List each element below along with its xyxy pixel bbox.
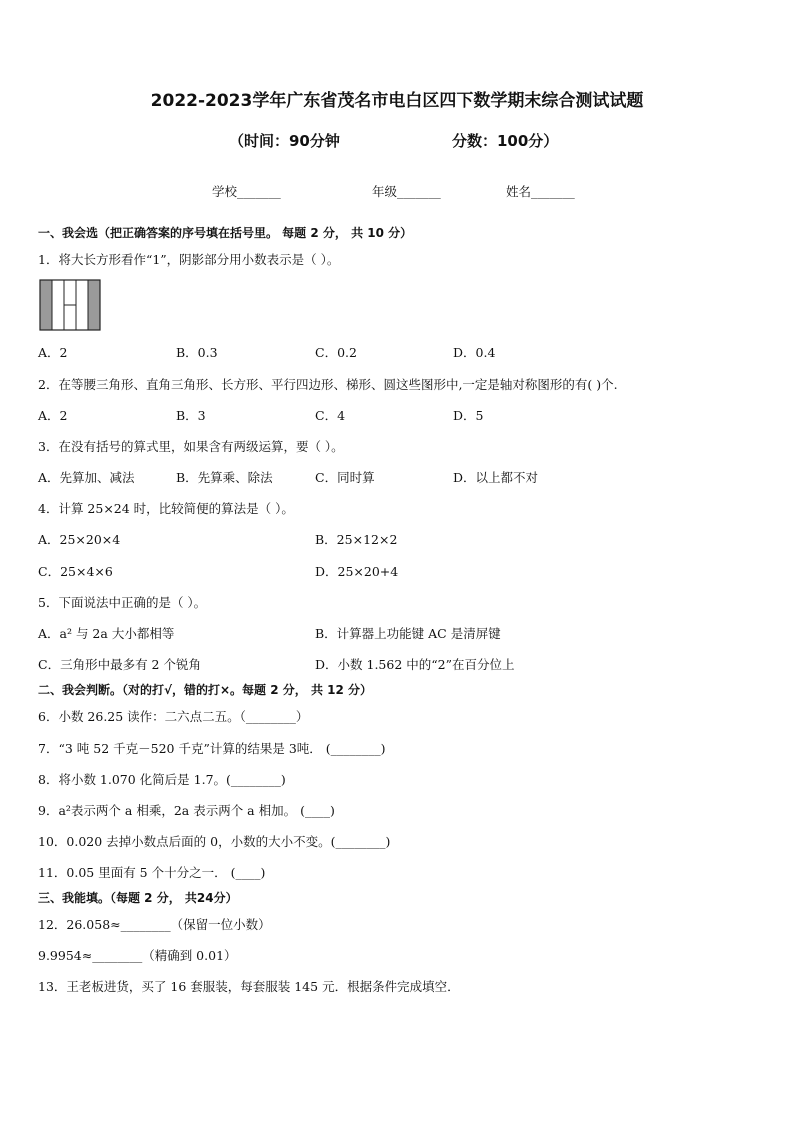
section-heading-choice: 一、我会选（把正确答案的序号填在括号里。 每题 2 分， 共 10 分） [38,226,413,240]
q2-option-d: D．5 [453,408,484,423]
q3-option-b: B．先算乘、除法 [176,470,273,485]
question-9: 9．a²表示两个 a 相乘，2a 表示两个 a 相加。 (____) [38,803,335,818]
q2-option-c: C．4 [315,408,346,423]
question-6: 6．小数 26.25 读作：二六点二五。（________） [38,709,309,724]
q1-option-a: A．2 [38,345,68,360]
shaded-column [88,280,100,330]
question-12-part-2: 9.9954≈________（精确到 0.01） [38,948,237,963]
q2-option-a: A．2 [38,408,68,423]
question-11: 11．0.05 里面有 5 个十分之一． (____) [38,865,266,880]
q3-option-c: C．同时算 [315,470,375,485]
time-label: （时间：90分钟 [229,132,340,150]
q1-option-d: D．0.4 [453,345,496,360]
exam-subtitle [0,130,794,150]
question-5: 5．下面说法中正确的是（ ）。 [38,595,207,610]
section-heading-fill: 三、我能填。（每题 2 分， 共24分） [38,891,238,905]
question-10: 10．0.020 去掉小数点后面的 0，小数的大小不变。(________) [38,834,391,849]
question-12: 12．26.058≈________（保留一位小数） [38,917,271,932]
q5-option-b: B．计算器上功能键 AC 是清屏键 [315,626,501,641]
question-4: 4．计算 25×24 时，比较简便的算法是（ ）。 [38,501,294,516]
q2-option-b: B．3 [176,408,206,423]
q5-option-d: D．小数 1.562 中的“2”在百分位上 [315,657,515,672]
school-field: 学校_______ [212,184,281,199]
question-3: 3．在没有括号的算式里，如果含有两级运算，要（ ）。 [38,439,344,454]
q3-option-a: A．先算加、减法 [38,470,135,485]
question-13: 13．王老板进货，买了 16 套服装，每套服装 145 元．根据条件完成填空． [38,979,460,994]
question-7: 7．“3 吨 52 千克－520 千克”计算的结果是 3吨． (________) [38,741,386,756]
shaded-column [40,280,52,330]
q5-option-a: A．a² 与 2a 大小都相等 [38,626,175,641]
q1-option-c: C．0.2 [315,345,357,360]
name-field: 姓名_______ [506,184,575,199]
q1-option-b: B．0.3 [176,345,218,360]
score-label: 分数：100分） [452,132,559,150]
q4-option-a: A．25×20×4 [38,532,121,547]
section-heading-judge: 二、我会判断。（对的打√，错的打×。每题 2 分， 共 12 分） [38,683,372,697]
page-title: 2022-2023学年广东省茂名市电白区四下数学期末综合测试试题 [150,91,644,111]
grade-field: 年级_______ [372,184,441,199]
q5-option-c: C．三角形中最多有 2 个锐角 [38,657,201,672]
q3-option-d: D．以上都不对 [453,470,539,485]
q4-option-d: D．25×20+4 [315,564,399,579]
question-2: 2．在等腰三角形、直角三角形、长方形、平行四边形、梯形、圆这些图形中,一定是轴对称图形的有( )个. [38,377,618,392]
q4-option-c: C．25×4×6 [38,564,113,579]
rectangle-figure [39,279,101,331]
question-1: 1．将大长方形看作“1”，阴影部分用小数表示是（ ）。 [38,252,340,267]
q4-option-b: B．25×12×2 [315,532,398,547]
question-8: 8．将小数 1.070 化简后是 1.7。(________) [38,772,286,787]
